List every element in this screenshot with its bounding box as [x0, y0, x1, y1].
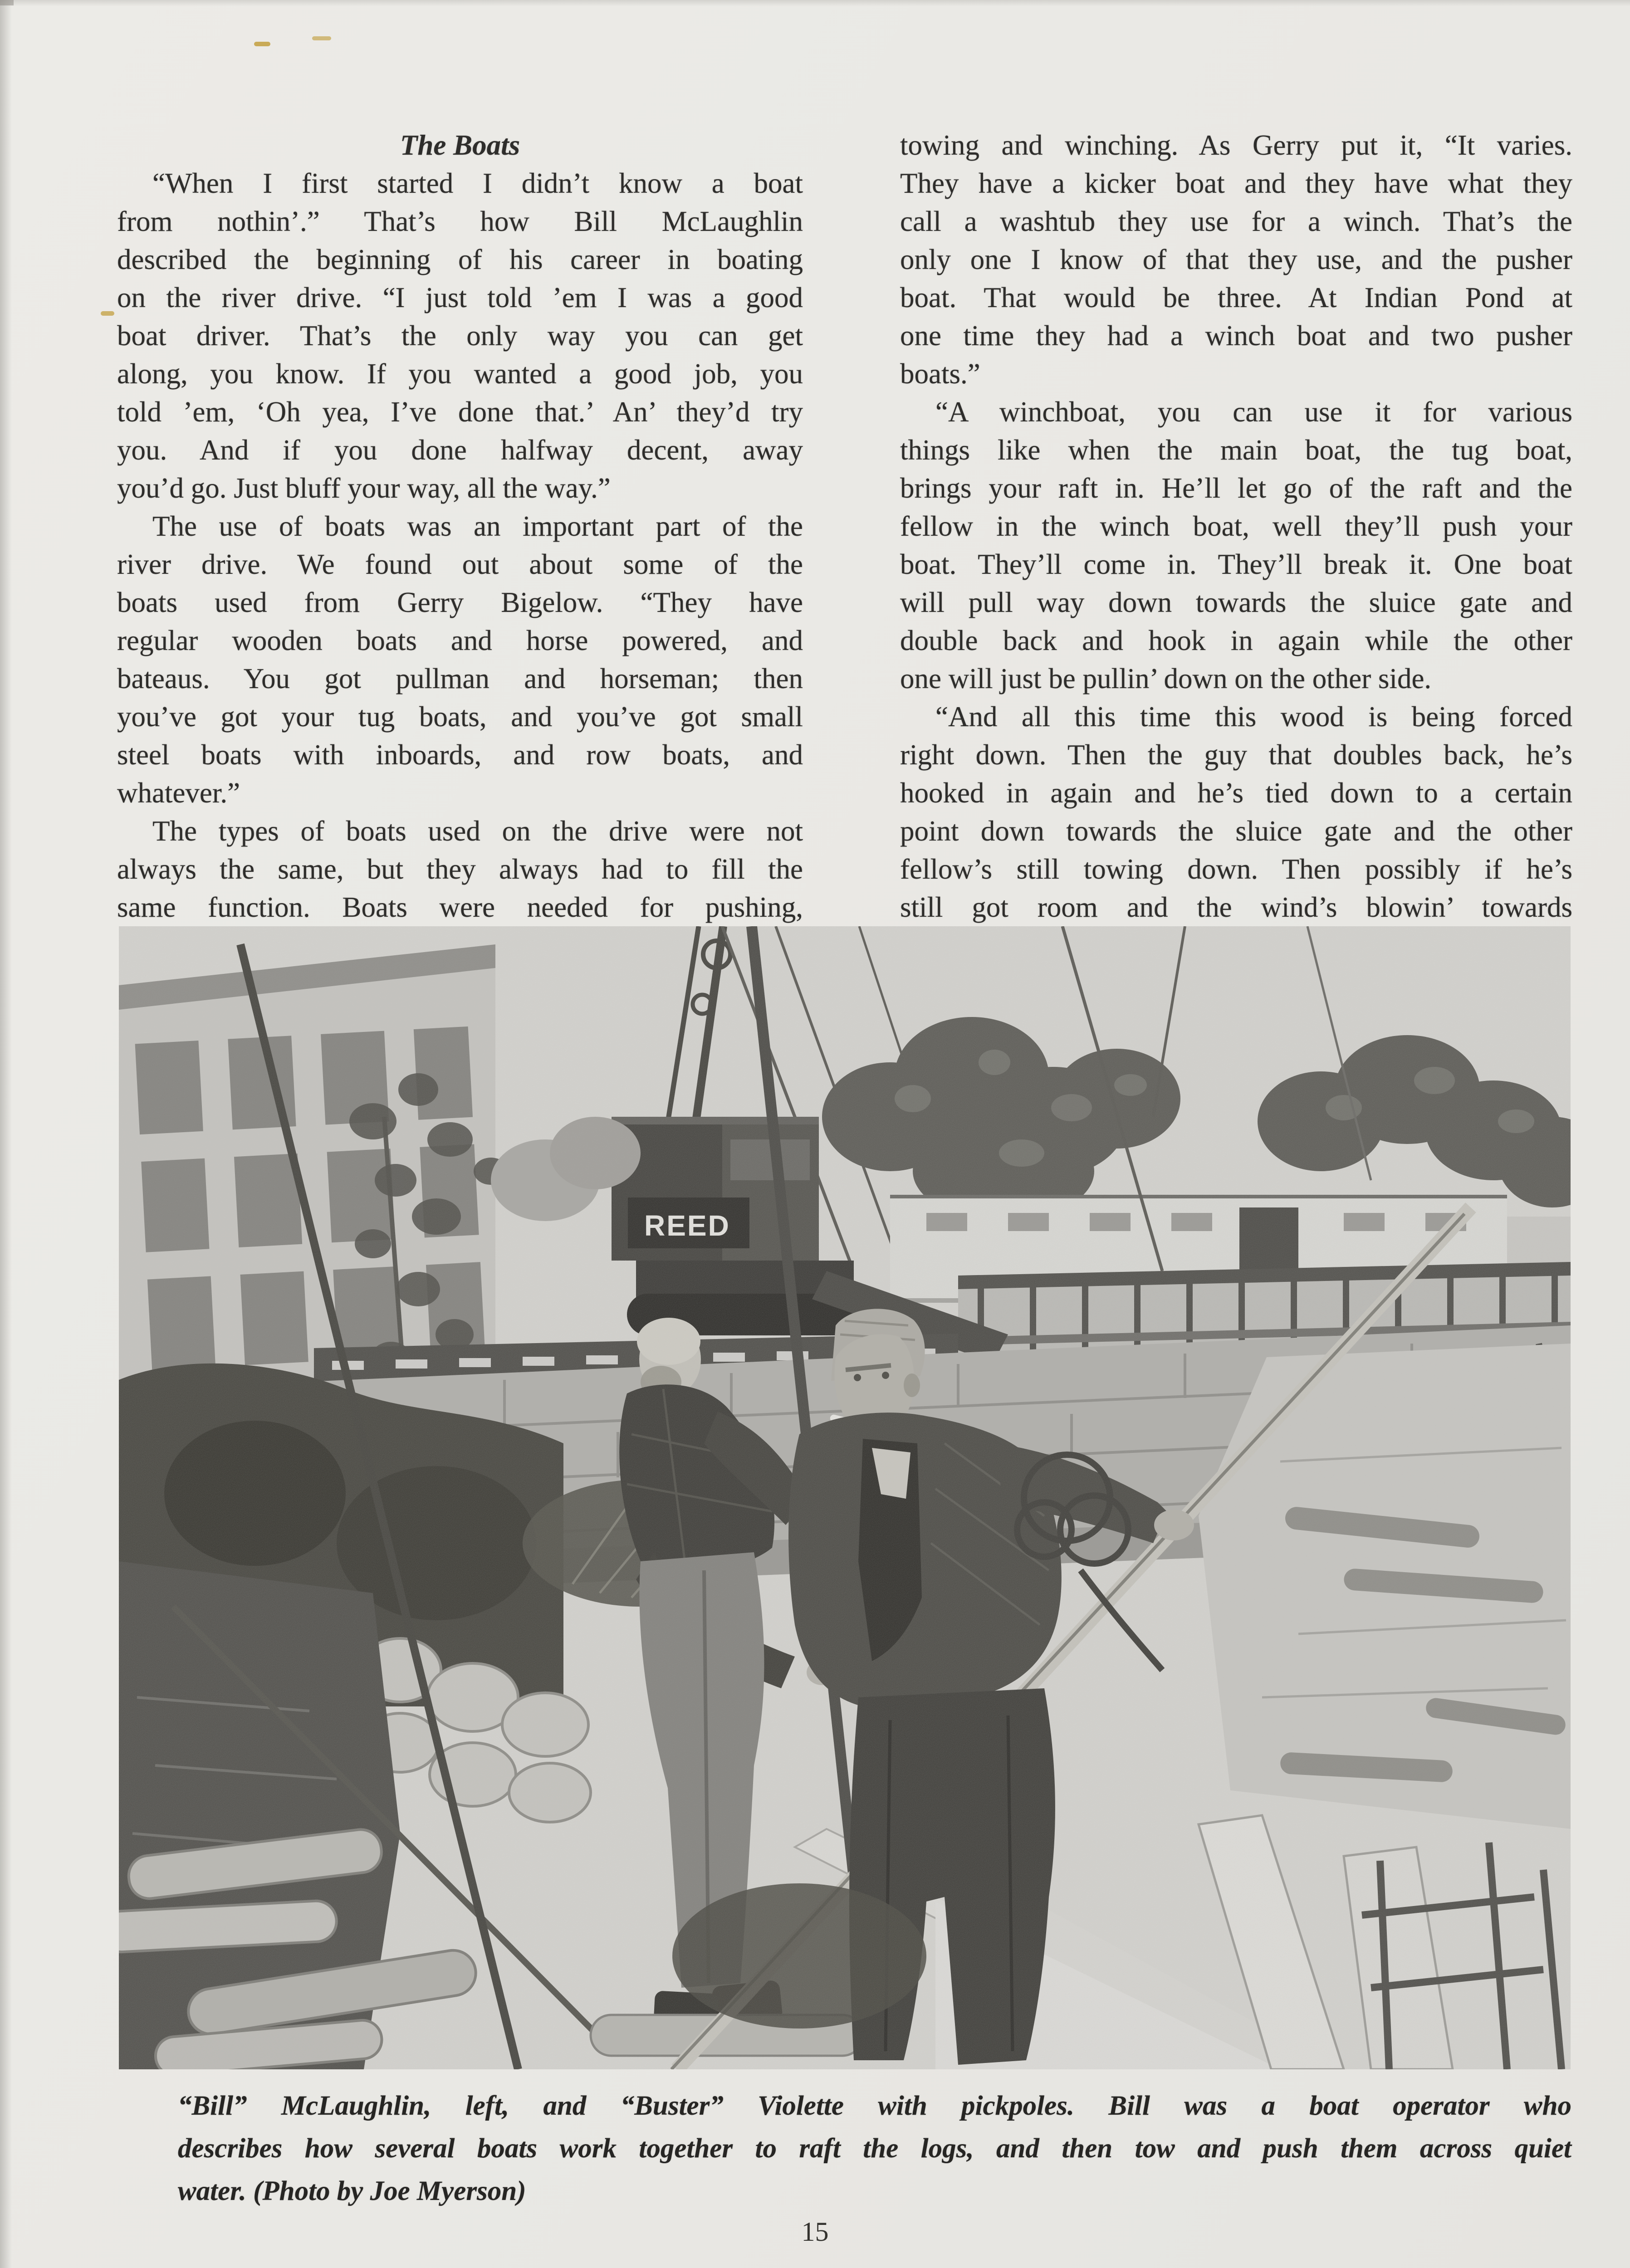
halftone-photograph — [119, 926, 1571, 2069]
text-line: water. (Photo by Joe Myerson) — [178, 2176, 526, 2206]
text-line: you. And if you done halfway decent, away — [117, 434, 803, 466]
text-line: towing and winching. As Gerry put it, “It varies. — [900, 129, 1572, 161]
paragraph — [900, 393, 1572, 698]
text-line: “A winchboat, you can use it for various — [935, 396, 1572, 428]
right-column — [900, 126, 1572, 926]
photo-illustration — [119, 926, 1571, 2069]
text-line: point down towards the sluice gate and the other — [900, 815, 1572, 847]
text-line: fellow’s still towing down. Then possibly if he’s — [900, 853, 1572, 885]
text-line: The types of boats used on the drive were not — [152, 815, 803, 847]
paper-stain — [254, 42, 270, 46]
photo-caption — [178, 2085, 1571, 2213]
text-line: from nothin’.” That’s how Bill McLaughlin — [117, 205, 803, 237]
text-line: double back and hook in again while the other — [900, 625, 1572, 656]
paragraph — [117, 812, 803, 926]
text-line: told ’em, ‘Oh yea, I’ve done that.’ An’ they’d try — [117, 396, 803, 428]
text-line: steel boats with inboards, and row boats, and — [117, 739, 803, 771]
text-line: boats.” — [900, 358, 980, 390]
text-line: still got room and the wind’s blowin’ towards — [900, 891, 1572, 923]
text-line: describes how several boats work together to raft the logs, and then tow and push them across quiet — [178, 2133, 1571, 2164]
text-line: “Bill” McLaughlin, left, and “Buster” Violette with pickpoles. Bill was a boat operator who — [178, 2091, 1571, 2121]
text-line: boat driver. That’s the only way you can get — [117, 320, 803, 352]
section-heading: The Boats — [400, 129, 520, 161]
text-line: The use of boats was an important part of the — [152, 510, 803, 542]
text-line: hooked in again and he’s tied down to a certain — [900, 777, 1572, 809]
left-column — [117, 126, 803, 926]
scan-edge-shadow-top — [0, 0, 1630, 6]
text-line: call a washtub they use for a winch. That’s the — [900, 205, 1572, 237]
left-column-paragraphs — [117, 164, 803, 926]
photo-grain-overlay — [119, 926, 1571, 2069]
text-line: river drive. We found out about some of the — [117, 548, 803, 580]
text-line: boat. That would be three. At Indian Pond at — [900, 282, 1572, 313]
text-line: on the river drive. “I just told ’em I was a good — [117, 282, 803, 313]
text-line: They have a kicker boat and they have what they — [900, 167, 1572, 199]
paragraph — [117, 164, 803, 507]
page-number: 15 — [801, 2217, 829, 2247]
text-line: you’d go. Just bluff your way, all the way.” — [117, 472, 611, 504]
paragraph — [900, 698, 1572, 926]
text-line: fellow in the winch boat, well they’ll push your — [900, 510, 1572, 542]
text-line: only one I know of that they use, and the pusher — [900, 244, 1572, 275]
crane-brand-label: REED — [644, 1209, 730, 1242]
text-line: “When I first started I didn’t know a boat — [152, 167, 803, 199]
text-line: boat. They’ll come in. They’ll break it. One boat — [900, 548, 1572, 580]
caption-paragraphs — [178, 2085, 1571, 2213]
text-line: whatever.” — [117, 777, 240, 809]
scan-corner-mark — [0, 0, 14, 5]
text-line: will pull way down towards the sluice gate and — [900, 587, 1572, 618]
text-line: “And all this time this wood is being forced — [935, 701, 1572, 733]
paragraph — [117, 507, 803, 812]
text-line: described the beginning of his career in boating — [117, 244, 803, 275]
paragraph — [178, 2085, 1571, 2213]
text-line: regular wooden boats and horse powered, and — [117, 625, 803, 656]
text-line: one will just be pullin’ down on the other side. — [900, 663, 1432, 694]
paper-stain — [101, 311, 114, 316]
text-line: always the same, but they always had to fill the — [117, 853, 803, 885]
text-line: right down. Then the guy that doubles back, he’s — [900, 739, 1572, 771]
paper-stain — [312, 36, 331, 40]
text-line: along, you know. If you wanted a good job, you — [117, 358, 803, 390]
text-line: things like when the main boat, the tug boat, — [900, 434, 1572, 466]
text-line: bateaus. You got pullman and horseman; then — [117, 663, 803, 694]
text-line: brings your raft in. He’ll let go of the raft and the — [900, 472, 1572, 504]
right-column-paragraphs — [900, 126, 1572, 926]
text-line: you’ve got your tug boats, and you’ve got small — [117, 701, 803, 733]
paragraph — [900, 126, 1572, 393]
text-line: same function. Boats were needed for pushing, — [117, 891, 803, 923]
text-line: boats used from Gerry Bigelow. “They have — [117, 587, 803, 618]
text-line: one time they had a winch boat and two pusher — [900, 320, 1572, 352]
scan-edge-shadow — [0, 0, 12, 2268]
